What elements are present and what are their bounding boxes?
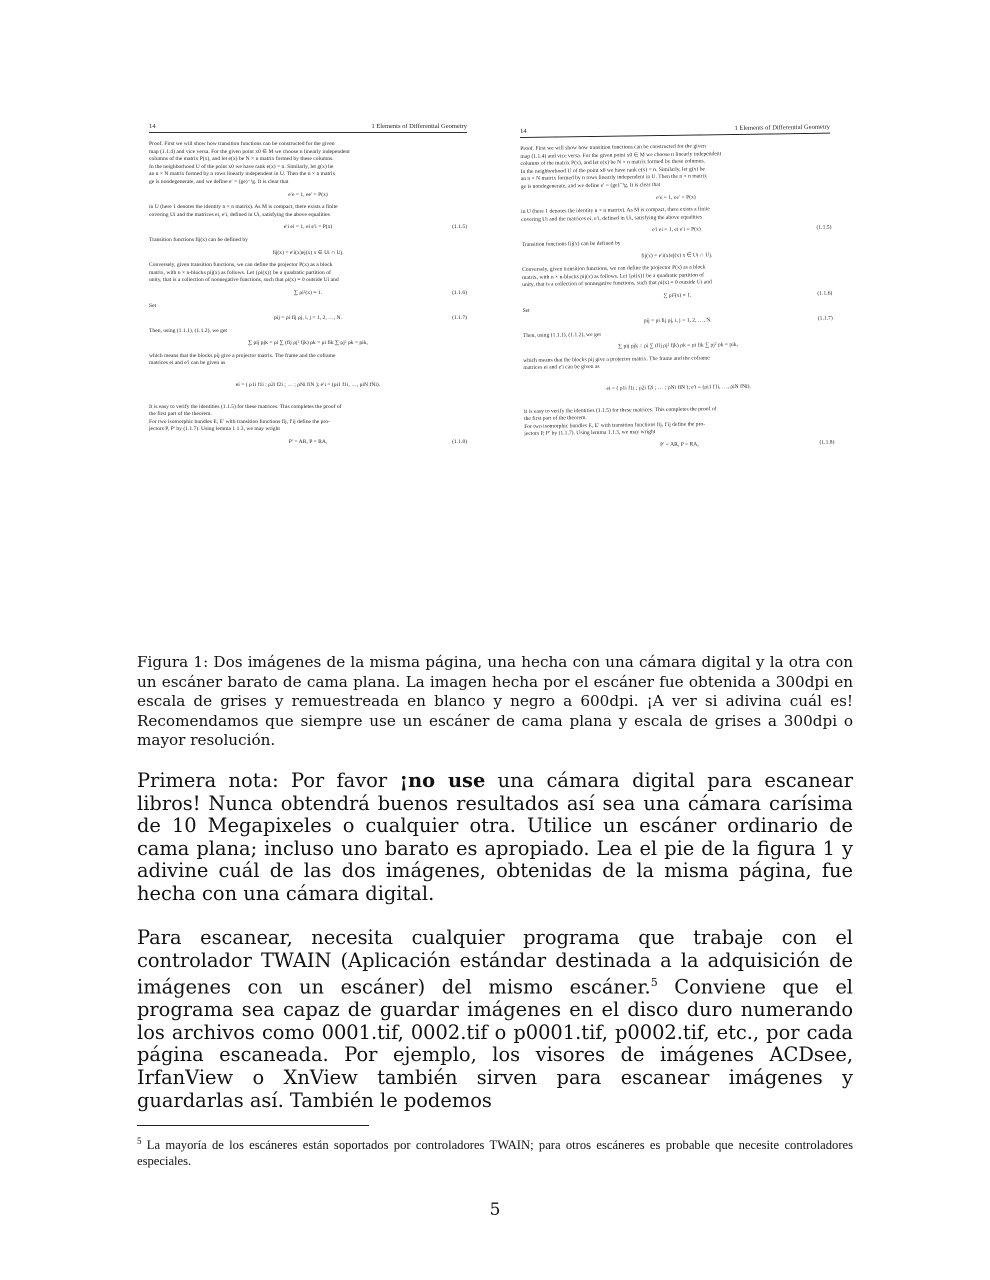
- scan-page-number: 14: [149, 123, 156, 130]
- equation-text: P′ = AR, P = RA,: [660, 441, 699, 449]
- equation-text: e′e = 1, ee′ = P(x): [656, 194, 696, 201]
- equation-number: (1.1.7): [817, 315, 833, 322]
- equation-text: fij(x) = e′i(x)ej(x) x ∈ Ui ∩ Uj.: [641, 251, 713, 259]
- scan-line: the first part of the theorem.: [524, 415, 587, 423]
- scan-equation: [149, 224, 467, 232]
- equation-text: ∑ pij pjk = ρi ∑ (fij ρj² fjk) ρk = ρi fik ∑ ρj² ρk = pik,: [248, 340, 368, 347]
- camera-page-image: [520, 124, 836, 593]
- scan-chapter-title: 1 Elements of Differential Geometry: [734, 123, 831, 133]
- scan-line: It is easy to verify the identities (1.1.5) for these matrices. This completes the proof of: [523, 405, 717, 415]
- scan-line: unity, that is a collection of nonnegative functions, such that ρi(x) ≡ 0 outside Ui and: [149, 277, 339, 284]
- footnote: [137, 1133, 853, 1169]
- footnote-mark: 5: [137, 1136, 142, 1146]
- equation-number: (1.1.7): [452, 315, 467, 322]
- scan-header: [520, 124, 830, 138]
- scan-line: Then, using (1.1.1), (1.1.2), we get: [149, 327, 227, 334]
- scan-line: For two isomorphic bundles E, E′ with transition functions fij, f′ij define the pro-: [524, 421, 706, 430]
- scan-equation: [522, 291, 832, 303]
- scan-line: matrix, with n × n-blocks pij(x) as follows. Let {ρi(x)} be a quadratic partition of: [522, 272, 705, 281]
- equation-text: ∑ pij pjk = ρi ∑ (fij ρj² fjk) ρk = ρi fik ∑ ρj² ρk = pik,: [618, 342, 739, 350]
- equation-number: (1.1.5): [452, 224, 467, 231]
- scan-line: map (1.1.4) and vice versa. For the given point x0 ∈ M we choose n linearly independent: [520, 150, 722, 160]
- footnote-rule: [137, 1125, 369, 1126]
- scan-equation: [149, 315, 467, 323]
- scan-line: ge is nondegenerate, and we define e′ = (ge)⁻¹g. It is clear that: [149, 178, 289, 185]
- scan-line: columns of the matrix P(x), and let e(x) be N × n matrix formed by these columns.: [149, 156, 334, 163]
- equation-text: pij = ρi fij ρj, i, j = 1, 2, …, N.: [274, 315, 342, 322]
- scan-equation: [149, 290, 467, 298]
- page-number: 5: [489, 1200, 501, 1220]
- equation-text: P′ = AR, P = RA,: [288, 439, 328, 446]
- scan-line: Conversely, given transition functions, we can define the projector P(x) as a block: [149, 262, 333, 269]
- paragraph-text: Primera nota: Por favor: [137, 769, 400, 792]
- scan-line: Transition functions fij(x) can be defined by: [521, 240, 621, 248]
- scan-line: unity, that is a collection of nonnegative functions, such that ρi(x) ≡ 0 outside Ui and: [522, 279, 712, 289]
- scan-line: jectors P, P′ by (1.1.7). Using lemma 1.1.3, we may wright: [149, 426, 280, 433]
- scan-equation: [149, 192, 467, 200]
- scan-line: matrix, with n × n-blocks pij(x) as follows. Let {ρi(x)} be a quadratic partition of: [149, 269, 331, 276]
- paragraph-first-note: [137, 770, 853, 906]
- scan-line: matrices ei and e′i can be given as: [149, 360, 226, 367]
- scan-equation: [524, 440, 834, 452]
- scan-equation: [149, 340, 467, 348]
- scan-line: an n × N matrix formed by n rows linearly independent in U. Then the n × n matrix: [149, 171, 336, 178]
- scan-line: In the neighborhood U of the point x0 we have rank e(x) = n. Similarly, let g(x) be: [149, 163, 334, 170]
- equation-text: ∑ ρi²(x) ≡ 1.: [663, 292, 692, 299]
- equation-number: (1.1.6): [817, 290, 833, 297]
- scan-text-block-1: [149, 141, 467, 187]
- scan-line: Then, using (1.1.1), (1.1.2), we get: [522, 331, 601, 339]
- equation-number: (1.1.6): [452, 289, 467, 296]
- equation-text: pij = ρi fij ρj, i, j = 1, 2, …, N.: [643, 317, 712, 325]
- scan-equation: [522, 250, 832, 262]
- scan-line: Proof. First we will show how transition functions can be constructed for the given: [149, 141, 335, 147]
- equation-text: fij(x) = e′i(x)ej(x) x ∈ Ui ∩ Uj.: [272, 249, 344, 256]
- scan-equation: [149, 439, 467, 447]
- scan-equation: [521, 225, 831, 237]
- scan-line: columns of the matrix P(x), and let e(x) be N × n matrix formed by these columns.: [520, 158, 706, 168]
- paragraph-text: Conviene que el programa sea capaz de guardar imágenes en el disco duro numerando los archivos como 0001.tif, 0002.tif o p0001.tif, p0002.tif, etc., por cada página escaneada. Por ejemplo, los visores de imágenes ACDsee, IrfanView o XnView también sirven para escanear imágenes y guardarlas así. También le podemos: [137, 975, 853, 1112]
- scan-line: jectors P, P′ by (1.1.7). Using lemma 1.1.3, we may wright: [524, 429, 656, 438]
- scan-line: Transition functions fij(x) can be defined by: [149, 236, 248, 243]
- equation-number: (1.1.8): [452, 439, 467, 446]
- footnote-text: La mayoría de los escáneres están soportados por controladores TWAIN; para otros escáneres es probable que necesite controladores especiales.: [137, 1138, 853, 1169]
- figure-caption: Figura 1: Dos imágenes de la misma página, una hecha con una cámara digital y la otra con un escáner barato de cama plana. La imagen hecha por el escáner fue obtenida a 300dpi en escala de grises y remuestreada en blanco y negro a 600dpi. ¡A ver si adivina cuál es! Recomendamos que siempre use un escáner de cama plana y escala de grises a 300dpi o mayor resolución.: [137, 653, 853, 749]
- footnote-reference[interactable]: 5: [650, 976, 658, 990]
- scan-line: in U (here 1 denotes the identity n × n matrix). As M is compact, there exists a finite: [521, 206, 710, 216]
- paragraph-scanning: [137, 927, 853, 1112]
- scan-equation: [149, 382, 467, 390]
- scan-line: It is easy to verify the identities (1.1.5) for these matrices. This completes the proof of: [149, 403, 342, 410]
- equation-number: (1.1.8): [819, 439, 835, 446]
- scan-line: Proof. First we will show how transition functions can be constructed for the given: [520, 143, 706, 152]
- scan-line: In the neighborhood U of the point x0 we have rank e(x) = n. Similarly, let g(x) be: [520, 166, 706, 175]
- scan-equation: [523, 316, 833, 328]
- equation-number: (1.1.5): [816, 225, 832, 232]
- scan-page-number: 14: [520, 127, 527, 135]
- equation-text: ei = ( ρ1i f1i ; ρ2i f2i ; … ; ρNi fiN ); e′i = (ρi1 f1i, …, ρiN fNi).: [235, 382, 381, 389]
- scan-line: which means that the blocks pij give a projector matrix. The frame and the coframe: [149, 352, 336, 359]
- scan-line: which means that the blocks pij give a projector matrix. The frame and the coframe: [523, 355, 710, 364]
- equation-text: e′e = 1, ee′ = P(x): [288, 191, 328, 198]
- scan-line: ge is nondegenerate, and we define e′ = (ge)⁻¹g. It is clear that: [520, 182, 661, 190]
- scan-line: the first part of the theorem.: [149, 411, 212, 418]
- emphasis-text: ¡no use: [399, 769, 486, 792]
- scan-header: [149, 123, 467, 133]
- scan-line: Conversely, given transition functions, we can define the projector P(x) as a block: [521, 264, 706, 274]
- scan-line: covering Ui and the matrices ei, e′i, defined in Ui, satisfying the above equalities: [521, 214, 703, 223]
- scan-line: Set: [522, 307, 530, 314]
- figure-images: [137, 118, 853, 610]
- scan-line: Set: [149, 302, 157, 309]
- scan-equation: [523, 341, 833, 353]
- scan-line: For two isomorphic bundles E, E′ with transition functions fij, f′ij define the pro-: [149, 418, 330, 425]
- equation-text: e′i ei = 1, ei e′i = P(x): [283, 224, 333, 231]
- equation-text: ei = ( ρ1i f1i ; ρ2i f2i ; … ; ρNi fiN ); e′i = (ρi1 f1i, …, ρiN fNi).: [606, 383, 751, 392]
- scan-chapter-title: 1 Elements of Differential Geometry: [371, 123, 467, 130]
- equation-text: ∑ ρi²(x) ≡ 1.: [293, 289, 323, 296]
- equation-text: e′i ei = 1, ei e′i = P(x): [652, 226, 701, 234]
- scan-equation: [524, 383, 834, 395]
- scan-line: an n × N matrix formed by n rows linearly independent in U. Then the n × n matrix: [520, 173, 708, 183]
- scanned-page-image: [149, 123, 467, 593]
- scan-line: covering Ui and the matrices ei, e′i, defined in Ui, satisfying the above equalities: [149, 211, 330, 218]
- paragraph-text: una cámara digital para escanear libros! Nunca obtendrá buenos resultados así sea una cámara carísima de 10 Megapixeles o cualquier otra. Utilice un escáner ordinario de cama plana; incluso uno barato es apropiado. Lea el pie de la figura 1 y adivine cuál de las dos imágenes, obtenidas de la misma página, fue hecha con una cámara digital.: [137, 769, 853, 905]
- paragraph-text: Para escanear, necesita cualquier programa que trabaje con el controlador TWAIN (Aplicación estándar destinada a la adquisición de imágenes con un escáner) del mismo escáner.: [137, 926, 853, 999]
- scan-line: matrices ei and e′i can be given as: [523, 364, 600, 372]
- scan-line: in U (here 1 denotes the identity n × n matrix). As M is compact, there exists a finite: [149, 204, 338, 211]
- scan-equation: [521, 192, 831, 204]
- scan-equation: [149, 250, 467, 258]
- scan-line: map (1.1.4) and vice versa. For the given point x0 ∈ M we choose n linearly independent: [149, 148, 350, 155]
